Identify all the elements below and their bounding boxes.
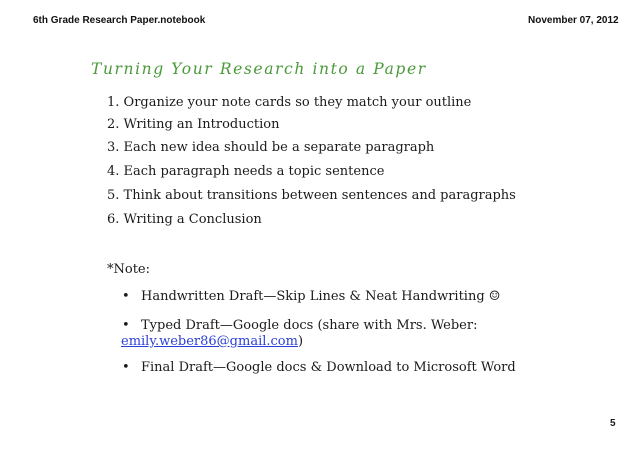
note-bullet-typed: Typed Draft—Google docs (share with Mrs. Weber: [141, 318, 478, 333]
note-label: *Note: [107, 262, 150, 277]
page-title: Turning Your Research into a Paper [91, 60, 427, 78]
step-item: 3. Each new idea should be a separate paragraph [107, 140, 435, 155]
page-number: 5 [610, 418, 616, 429]
step-item: 6. Writing a Conclusion [107, 212, 262, 227]
bullet-dot: • [122, 318, 130, 333]
step-item: 5. Think about transitions between sentences and paragraphs [107, 188, 516, 203]
bullet-dot: • [122, 360, 130, 375]
step-item: 1. Organize your note cards so they match your outline [107, 95, 472, 110]
note-bullet-typed-continued [121, 334, 303, 349]
note-bullet-final: Final Draft—Google docs & Download to Microsoft Word [141, 360, 516, 375]
bullet-dot: • [122, 289, 130, 304]
email-closing-paren: ) [297, 334, 304, 349]
email-link[interactable]: emily.weber86@gmail.com [121, 334, 298, 349]
note-bullet-handwritten: Handwritten Draft—Skip Lines & Neat Handwriting ☺ [141, 289, 501, 304]
notebook-filename: 6th Grade Research Paper.notebook [33, 15, 206, 26]
notebook-date: November 07, 2012 [528, 15, 619, 26]
step-item: 4. Each paragraph needs a topic sentence [107, 164, 385, 179]
step-item: 2. Writing an Introduction [107, 117, 280, 132]
